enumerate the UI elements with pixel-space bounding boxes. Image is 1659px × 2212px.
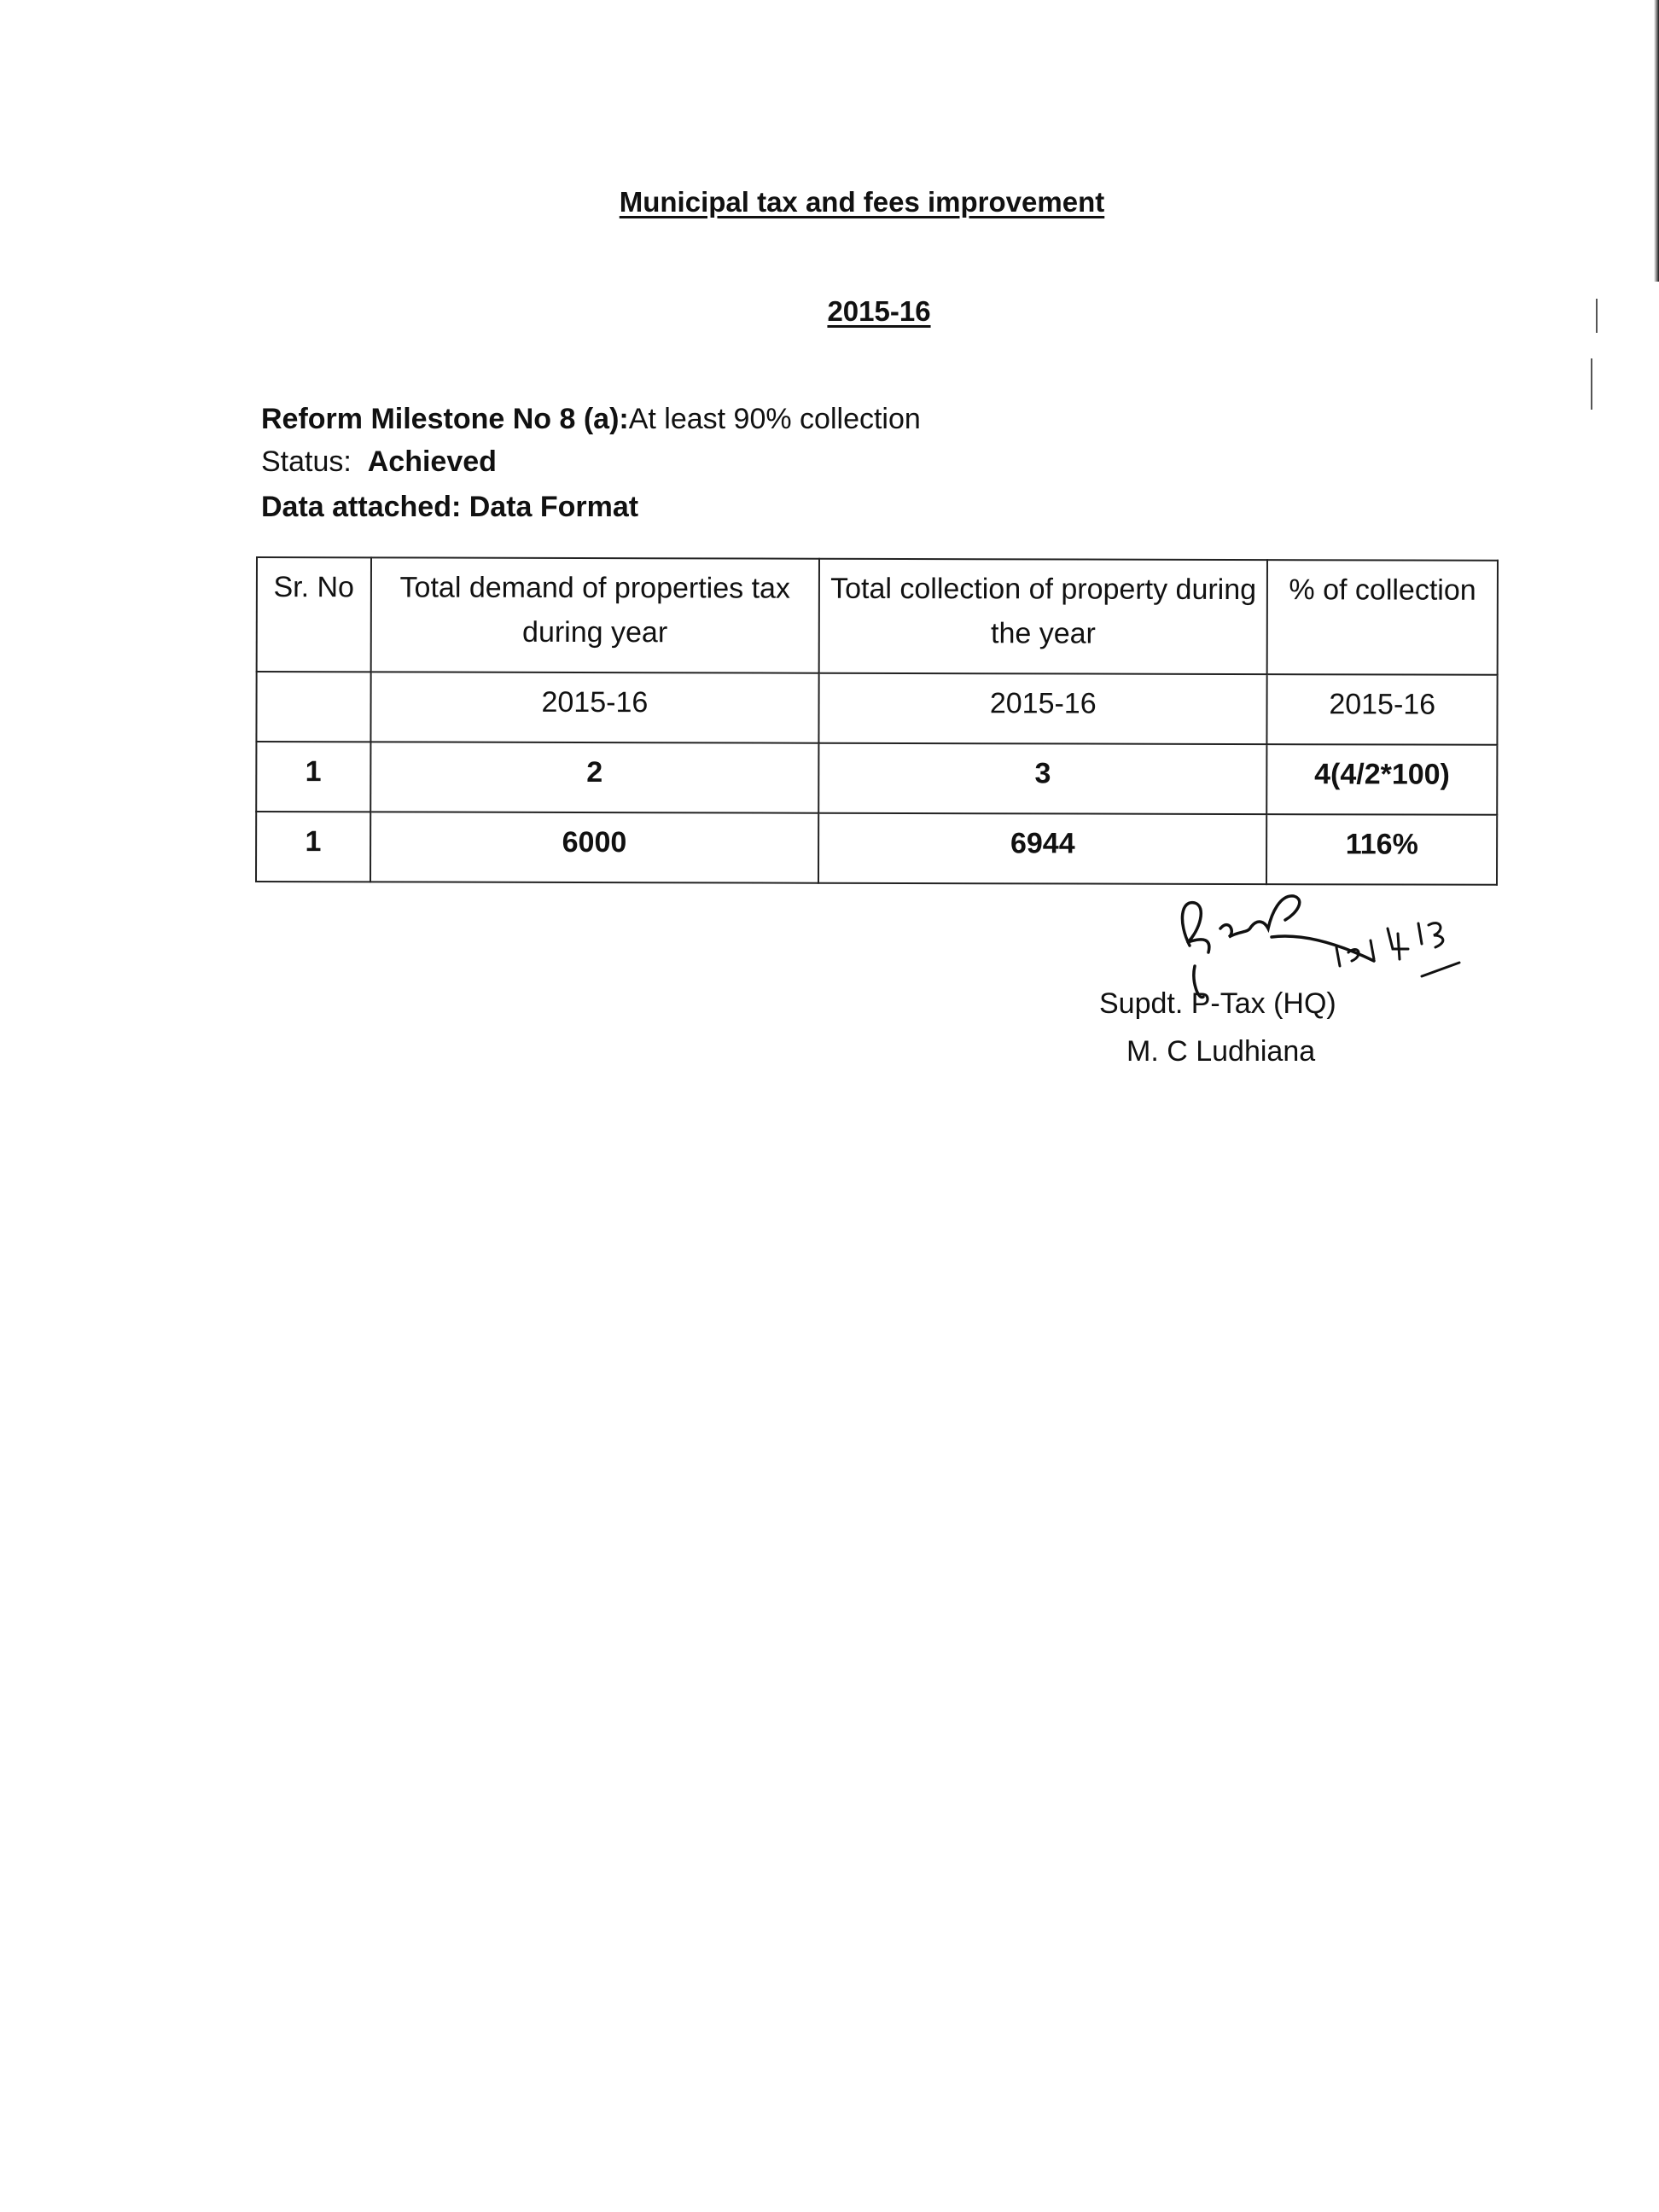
table-cell: 1 [256, 742, 370, 812]
table-row [256, 672, 1497, 745]
table-cell: 6944 [818, 813, 1267, 884]
table-cell: 2015-16 [818, 673, 1267, 744]
data-attached-value: Data Format [469, 491, 639, 523]
table-header-row [257, 557, 1498, 675]
table-cell: 2015-16 [1267, 674, 1498, 745]
table-cell: 2 [370, 742, 819, 812]
table-cell: 4(4/2*100) [1267, 744, 1498, 815]
signatory-designation: Supdt. P-Tax (HQ) [1099, 987, 1336, 1020]
signatory-office: M. C Ludhiana [1126, 1035, 1316, 1068]
scan-edge [1654, 0, 1659, 282]
table-cell [256, 672, 370, 742]
table-header-cell: Sr. No [257, 557, 371, 672]
table-header-cell: % of collection [1267, 560, 1498, 675]
milestone-line [261, 403, 921, 436]
document-title: Municipal tax and fees improvement [619, 186, 1105, 218]
table-cell: 1 [256, 812, 370, 882]
data-attached-line [261, 491, 638, 524]
table-cell: 6000 [370, 812, 819, 882]
table-header-cell: Total demand of properties tax during year [370, 557, 819, 672]
collection-table [255, 556, 1499, 886]
table-cell: 3 [818, 743, 1267, 814]
data-attached-label: Data attached: [261, 491, 462, 523]
table-cell: 116% [1266, 814, 1497, 885]
table-row [256, 742, 1497, 815]
table-cell: 2015-16 [370, 672, 819, 742]
milestone-text: At least 90% collection [628, 403, 921, 435]
status-value: Achieved [367, 445, 497, 478]
milestone-label: Reform Milestone No 8 (a): [261, 403, 629, 435]
scan-mark [1591, 358, 1592, 410]
table-header-cell: Total collection of property during the year [819, 559, 1268, 674]
table-row [256, 812, 1497, 885]
status-line [261, 445, 497, 479]
signatory-block [1099, 980, 1336, 1075]
status-label: Status: [261, 445, 352, 478]
document-year: 2015-16 [827, 295, 931, 327]
